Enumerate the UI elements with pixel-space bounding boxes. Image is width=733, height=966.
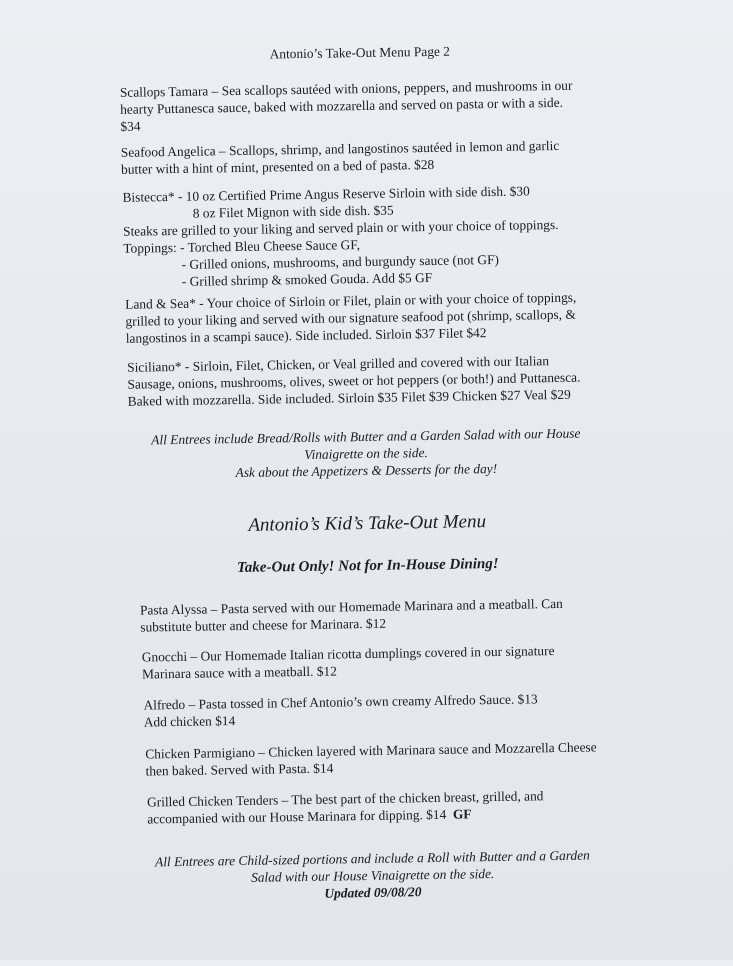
gluten-free-badge: GF bbox=[452, 806, 472, 822]
kids-item-chicken-parmigiano bbox=[145, 738, 597, 779]
note-line: Salad with our House Vinaigrette on the side. bbox=[250, 866, 495, 885]
page-title bbox=[0, 38, 726, 67]
page-title-text: Antonio’s Take-Out Menu Page 2 bbox=[269, 43, 451, 62]
item-line: Pasta Alyssa – Pasta served with our Homemade Marinara and a meatball. Can bbox=[139, 595, 563, 618]
note-line: All Entrees include Bread/Rolls with Butter and a Garden Salad with our House bbox=[151, 425, 581, 448]
note-line: Vinaigrette on the side. bbox=[304, 445, 428, 462]
item-line: Chicken Parmigiano – Chicken layered with Marinara sauce and Mozzarella Cheese bbox=[145, 739, 597, 762]
topping-line: - Grilled onions, mushrooms, and burgundy sauce (not GF) bbox=[181, 251, 500, 272]
item-line: Sausage, onions, mushrooms, olives, sweet or hot peppers (or both!) and Puttanesca. bbox=[127, 369, 581, 392]
note-line: Ask about the Appetizers & Desserts for the day! bbox=[235, 460, 498, 481]
item-land-and-sea bbox=[125, 289, 577, 347]
updated-date: Updated 09/08/20 bbox=[324, 884, 422, 901]
kids-menu-subtitle bbox=[1, 552, 733, 581]
tenders-price-line: accompanied with our House Marinara for dipping. $14 bbox=[147, 806, 447, 827]
entrees-note bbox=[0, 422, 733, 485]
kids-item-alfredo bbox=[143, 690, 538, 730]
item-line: Scallops Tamara – Sea scallops sautéed with onions, peppers, and mushrooms in our bbox=[119, 77, 573, 100]
topping-line: - Torched Bleu Cheese Sauce GF, bbox=[179, 237, 361, 255]
kids-item-pasta-alyssa bbox=[140, 595, 563, 636]
item-line: Gnocchi – Our Homemade Italian ricotta dumplings covered in our signature bbox=[141, 643, 555, 665]
toppings-label: Toppings: bbox=[123, 239, 177, 256]
kids-title-text: Antonio’s Kid’s Take-Out Menu bbox=[248, 511, 487, 536]
item-line: Land & Sea* - Your choice of Sirloin or Filet, plain or with your choice of toppings, bbox=[125, 289, 577, 312]
item-line: Marinara sauce with a meatball. $12 bbox=[141, 663, 337, 682]
item-line: butter with a hint of mint, presented on a bed of pasta. $28 bbox=[120, 156, 435, 177]
kids-item-grilled-chicken-tenders bbox=[147, 787, 544, 827]
item-line: $34 bbox=[120, 118, 141, 134]
item-scallops-tamara bbox=[120, 77, 573, 135]
kids-item-gnocchi bbox=[142, 642, 555, 682]
item-line: Add chicken $14 bbox=[143, 713, 236, 730]
note-line: All Entrees are Child-sized portions and include a Roll with Butter and a Garden bbox=[154, 847, 590, 870]
item-line: Alfredo – Pasta tossed in Chef Antonio’s own creamy Alfredo Sauce. $13 bbox=[143, 691, 538, 713]
item-line: Siciliano* - Sirloin, Filet, Chicken, or Veal grilled and covered with our Italian bbox=[127, 353, 550, 375]
item-line: grilled to your liking and served with our signature seafood pot (shrimp, scallops, & bbox=[125, 306, 576, 329]
item-line: Seafood Angelica – Scallops, shrimp, and langostinos sautéed in lemon and garlic bbox=[120, 137, 560, 160]
item-line: hearty Puttanesca sauce, baked with mozzarella and served on pasta or with a side. bbox=[120, 94, 564, 117]
item-line: substitute butter and cheese for Marinara. $12 bbox=[140, 615, 387, 635]
kids-subtitle-text: Take-Out Only! Not for In-House Dining! bbox=[236, 555, 499, 577]
item-siciliano bbox=[127, 352, 581, 410]
topping-line: - Grilled shrimp & smoked Gouda. Add $5 GF bbox=[181, 269, 433, 289]
item-line: then baked. Served with Pasta. $14 bbox=[145, 760, 334, 779]
item-seafood-angelica bbox=[121, 137, 560, 178]
kids-menu-title bbox=[1, 509, 733, 538]
item-line: 8 oz Filet Mignon with side dish. $35 bbox=[192, 202, 394, 221]
item-line: langostinos in a scampi sauce). Side included. Sirloin $37 Filet $42 bbox=[125, 325, 487, 346]
kids-note bbox=[6, 844, 733, 907]
item-line: Grilled Chicken Tenders – The best part of the chicken breast, grilled, and bbox=[146, 788, 544, 810]
item-bistecca bbox=[122, 182, 559, 291]
item-line: Steaks are grilled to your liking and served plain or with your choice of toppings. bbox=[122, 216, 559, 239]
item-line: Baked with mozzarella. Side included. Sirloin $35 Filet $39 Chicken $27 Veal $29 bbox=[127, 386, 571, 409]
item-line: Bistecca* - 10 oz Certified Prime Angus Reserve Sirloin with side dish. $30 bbox=[122, 183, 530, 205]
